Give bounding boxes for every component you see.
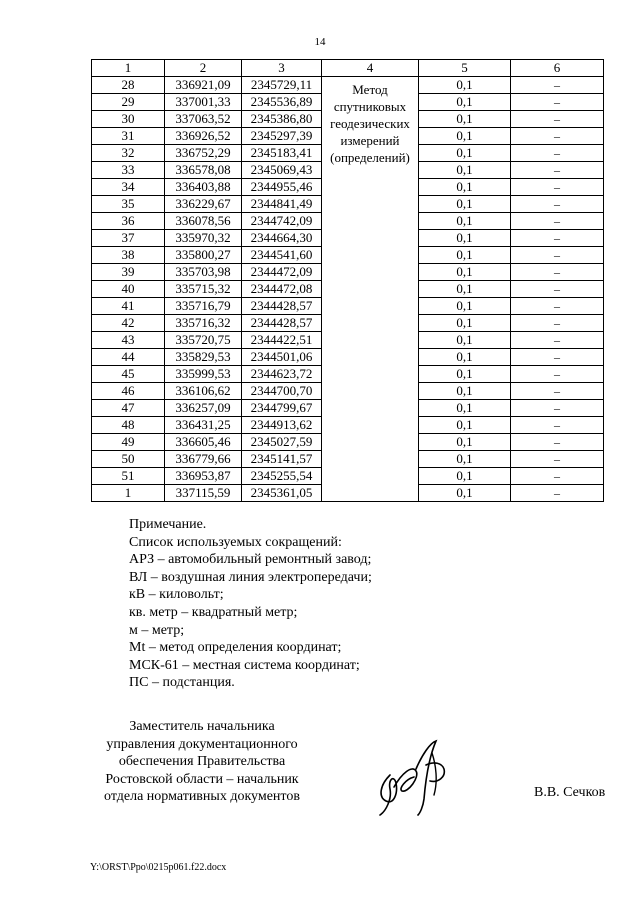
- accuracy-cell: 0,1: [419, 400, 511, 417]
- abbreviation-item: ПС – подстанция.: [129, 675, 235, 691]
- note-cell: –: [511, 94, 604, 111]
- x-coordinate-cell: 337063,52: [165, 111, 242, 128]
- point-number-cell: 38: [92, 247, 165, 264]
- point-number-cell: 34: [92, 179, 165, 196]
- accuracy-cell: 0,1: [419, 196, 511, 213]
- signer-position: [85, 718, 319, 806]
- y-coordinate-cell: 2344700,70: [242, 383, 322, 400]
- accuracy-cell: 0,1: [419, 417, 511, 434]
- signer-position-line: Ростовской области – начальник: [105, 771, 299, 787]
- note-cell: –: [511, 111, 604, 128]
- header-col-1: 1: [92, 60, 165, 77]
- table-row: [92, 77, 604, 94]
- x-coordinate-cell: 335715,32: [165, 281, 242, 298]
- header-col-5: 5: [419, 60, 511, 77]
- note-cell: –: [511, 366, 604, 383]
- accuracy-cell: 0,1: [419, 77, 511, 94]
- handwritten-signature: [372, 735, 452, 817]
- point-number-cell: 44: [92, 349, 165, 366]
- point-number-cell: 39: [92, 264, 165, 281]
- y-coordinate-cell: 2345386,80: [242, 111, 322, 128]
- accuracy-cell: 0,1: [419, 94, 511, 111]
- accuracy-cell: 0,1: [419, 128, 511, 145]
- x-coordinate-cell: 335800,27: [165, 247, 242, 264]
- abbreviation-item: Mt – метод определения координат;: [129, 640, 342, 656]
- accuracy-cell: 0,1: [419, 315, 511, 332]
- y-coordinate-cell: 2344664,30: [242, 230, 322, 247]
- point-number-cell: 28: [92, 77, 165, 94]
- y-coordinate-cell: 2345297,39: [242, 128, 322, 145]
- abbreviation-item: АРЗ – автомобильный ремонтный завод;: [129, 552, 372, 568]
- abbreviation-item: кв. метр – квадратный метр;: [129, 604, 298, 620]
- x-coordinate-cell: 336953,87: [165, 468, 242, 485]
- note-cell: –: [511, 128, 604, 145]
- coordinates-table: [91, 59, 604, 502]
- y-coordinate-cell: 2344799,67: [242, 400, 322, 417]
- note-cell: –: [511, 230, 604, 247]
- note-cell: –: [511, 281, 604, 298]
- point-number-cell: 50: [92, 451, 165, 468]
- accuracy-cell: 0,1: [419, 247, 511, 264]
- point-number-cell: 1: [92, 485, 165, 502]
- y-coordinate-cell: 2344501,06: [242, 349, 322, 366]
- signer-position-line: Заместитель начальника: [129, 719, 275, 734]
- accuracy-cell: 0,1: [419, 230, 511, 247]
- y-coordinate-cell: 2345141,57: [242, 451, 322, 468]
- point-number-cell: 46: [92, 383, 165, 400]
- note-cell: –: [511, 400, 604, 417]
- point-number-cell: 47: [92, 400, 165, 417]
- note-cell: –: [511, 485, 604, 502]
- y-coordinate-cell: 2344422,51: [242, 332, 322, 349]
- y-coordinate-cell: 2344472,08: [242, 281, 322, 298]
- x-coordinate-cell: 335716,79: [165, 298, 242, 315]
- note-cell: –: [511, 162, 604, 179]
- point-number-cell: 33: [92, 162, 165, 179]
- y-coordinate-cell: 2344428,57: [242, 315, 322, 332]
- point-number-cell: 43: [92, 332, 165, 349]
- y-coordinate-cell: 2344841,49: [242, 196, 322, 213]
- x-coordinate-cell: 336578,08: [165, 162, 242, 179]
- accuracy-cell: 0,1: [419, 179, 511, 196]
- method-cell: Метод спутниковых геодезических измерений (определений): [322, 77, 419, 502]
- signer-position-line: отдела нормативных документов: [104, 789, 300, 805]
- abbreviation-item: ВЛ – воздушная линия электропередачи;: [129, 569, 372, 585]
- note-cell: –: [511, 264, 604, 281]
- signer-position-line: управления документационного: [106, 736, 298, 752]
- y-coordinate-cell: 2345027,59: [242, 434, 322, 451]
- x-coordinate-cell: 336078,56: [165, 213, 242, 230]
- note-cell: –: [511, 247, 604, 264]
- point-number-cell: 37: [92, 230, 165, 247]
- y-coordinate-cell: 2345536,89: [242, 94, 322, 111]
- note-cell: –: [511, 349, 604, 366]
- accuracy-cell: 0,1: [419, 145, 511, 162]
- accuracy-cell: 0,1: [419, 349, 511, 366]
- accuracy-cell: 0,1: [419, 451, 511, 468]
- accuracy-cell: 0,1: [419, 485, 511, 502]
- signer-position-line: обеспечения Правительства: [118, 754, 286, 770]
- note-cell: –: [511, 315, 604, 332]
- abbreviation-item: м – метр;: [129, 622, 185, 638]
- file-path: Y:\ORST\Ppo\0215p061.f22.docx: [90, 862, 227, 873]
- notes-section: [129, 516, 372, 692]
- note-cell: –: [511, 451, 604, 468]
- point-number-cell: 41: [92, 298, 165, 315]
- point-number-cell: 42: [92, 315, 165, 332]
- y-coordinate-cell: 2345361,05: [242, 485, 322, 502]
- point-number-cell: 31: [92, 128, 165, 145]
- x-coordinate-cell: 337115,59: [165, 485, 242, 502]
- point-number-cell: 29: [92, 94, 165, 111]
- x-coordinate-cell: 336779,66: [165, 451, 242, 468]
- x-coordinate-cell: 335970,32: [165, 230, 242, 247]
- note-cell: –: [511, 145, 604, 162]
- point-number-cell: 51: [92, 468, 165, 485]
- accuracy-cell: 0,1: [419, 332, 511, 349]
- signer-name: В.В. Сечков: [534, 785, 606, 800]
- header-col-6: 6: [511, 60, 604, 77]
- x-coordinate-cell: 335829,53: [165, 349, 242, 366]
- x-coordinate-cell: 336403,88: [165, 179, 242, 196]
- y-coordinate-cell: 2345183,41: [242, 145, 322, 162]
- point-number-cell: 48: [92, 417, 165, 434]
- y-coordinate-cell: 2344541,60: [242, 247, 322, 264]
- x-coordinate-cell: 337001,33: [165, 94, 242, 111]
- table-body: [92, 77, 604, 502]
- header-col-4: 4: [322, 60, 419, 77]
- y-coordinate-cell: 2345069,43: [242, 162, 322, 179]
- y-coordinate-cell: 2344623,72: [242, 366, 322, 383]
- y-coordinate-cell: 2344428,57: [242, 298, 322, 315]
- x-coordinate-cell: 336431,25: [165, 417, 242, 434]
- x-coordinate-cell: 335999,53: [165, 366, 242, 383]
- y-coordinate-cell: 2344955,46: [242, 179, 322, 196]
- table-header-row: [92, 60, 604, 77]
- x-coordinate-cell: 336926,52: [165, 128, 242, 145]
- y-coordinate-cell: 2344742,09: [242, 213, 322, 230]
- accuracy-cell: 0,1: [419, 383, 511, 400]
- x-coordinate-cell: 336106,62: [165, 383, 242, 400]
- note-cell: –: [511, 196, 604, 213]
- point-number-cell: 45: [92, 366, 165, 383]
- accuracy-cell: 0,1: [419, 434, 511, 451]
- y-coordinate-cell: 2345729,11: [242, 77, 322, 94]
- page-number: 14: [314, 36, 326, 48]
- accuracy-cell: 0,1: [419, 298, 511, 315]
- note-cell: –: [511, 434, 604, 451]
- point-number-cell: 35: [92, 196, 165, 213]
- x-coordinate-cell: 336921,09: [165, 77, 242, 94]
- accuracy-cell: 0,1: [419, 213, 511, 230]
- accuracy-cell: 0,1: [419, 162, 511, 179]
- accuracy-cell: 0,1: [419, 111, 511, 128]
- header-col-3: 3: [242, 60, 322, 77]
- point-number-cell: 36: [92, 213, 165, 230]
- note-cell: –: [511, 298, 604, 315]
- note-cell: –: [511, 383, 604, 400]
- x-coordinate-cell: 335716,32: [165, 315, 242, 332]
- x-coordinate-cell: 336605,46: [165, 434, 242, 451]
- x-coordinate-cell: 336257,09: [165, 400, 242, 417]
- x-coordinate-cell: 335720,75: [165, 332, 242, 349]
- note-cell: –: [511, 77, 604, 94]
- accuracy-cell: 0,1: [419, 281, 511, 298]
- note-cell: –: [511, 332, 604, 349]
- x-coordinate-cell: 336752,29: [165, 145, 242, 162]
- x-coordinate-cell: 336229,67: [165, 196, 242, 213]
- header-col-2: 2: [165, 60, 242, 77]
- abbreviation-item: кВ – киловольт;: [129, 587, 224, 603]
- note-cell: –: [511, 417, 604, 434]
- abbreviation-item: МСК-61 – местная система координат;: [129, 657, 360, 673]
- note-cell: –: [511, 468, 604, 485]
- point-number-cell: 49: [92, 434, 165, 451]
- x-coordinate-cell: 335703,98: [165, 264, 242, 281]
- accuracy-cell: 0,1: [419, 366, 511, 383]
- notes-intro: Список используемых сокращений:: [129, 534, 342, 550]
- note-cell: –: [511, 179, 604, 196]
- point-number-cell: 30: [92, 111, 165, 128]
- note-cell: –: [511, 213, 604, 230]
- point-number-cell: 32: [92, 145, 165, 162]
- accuracy-cell: 0,1: [419, 468, 511, 485]
- notes-title: Примечание.: [129, 517, 207, 532]
- y-coordinate-cell: 2344913,62: [242, 417, 322, 434]
- y-coordinate-cell: 2344472,09: [242, 264, 322, 281]
- accuracy-cell: 0,1: [419, 264, 511, 281]
- y-coordinate-cell: 2345255,54: [242, 468, 322, 485]
- point-number-cell: 40: [92, 281, 165, 298]
